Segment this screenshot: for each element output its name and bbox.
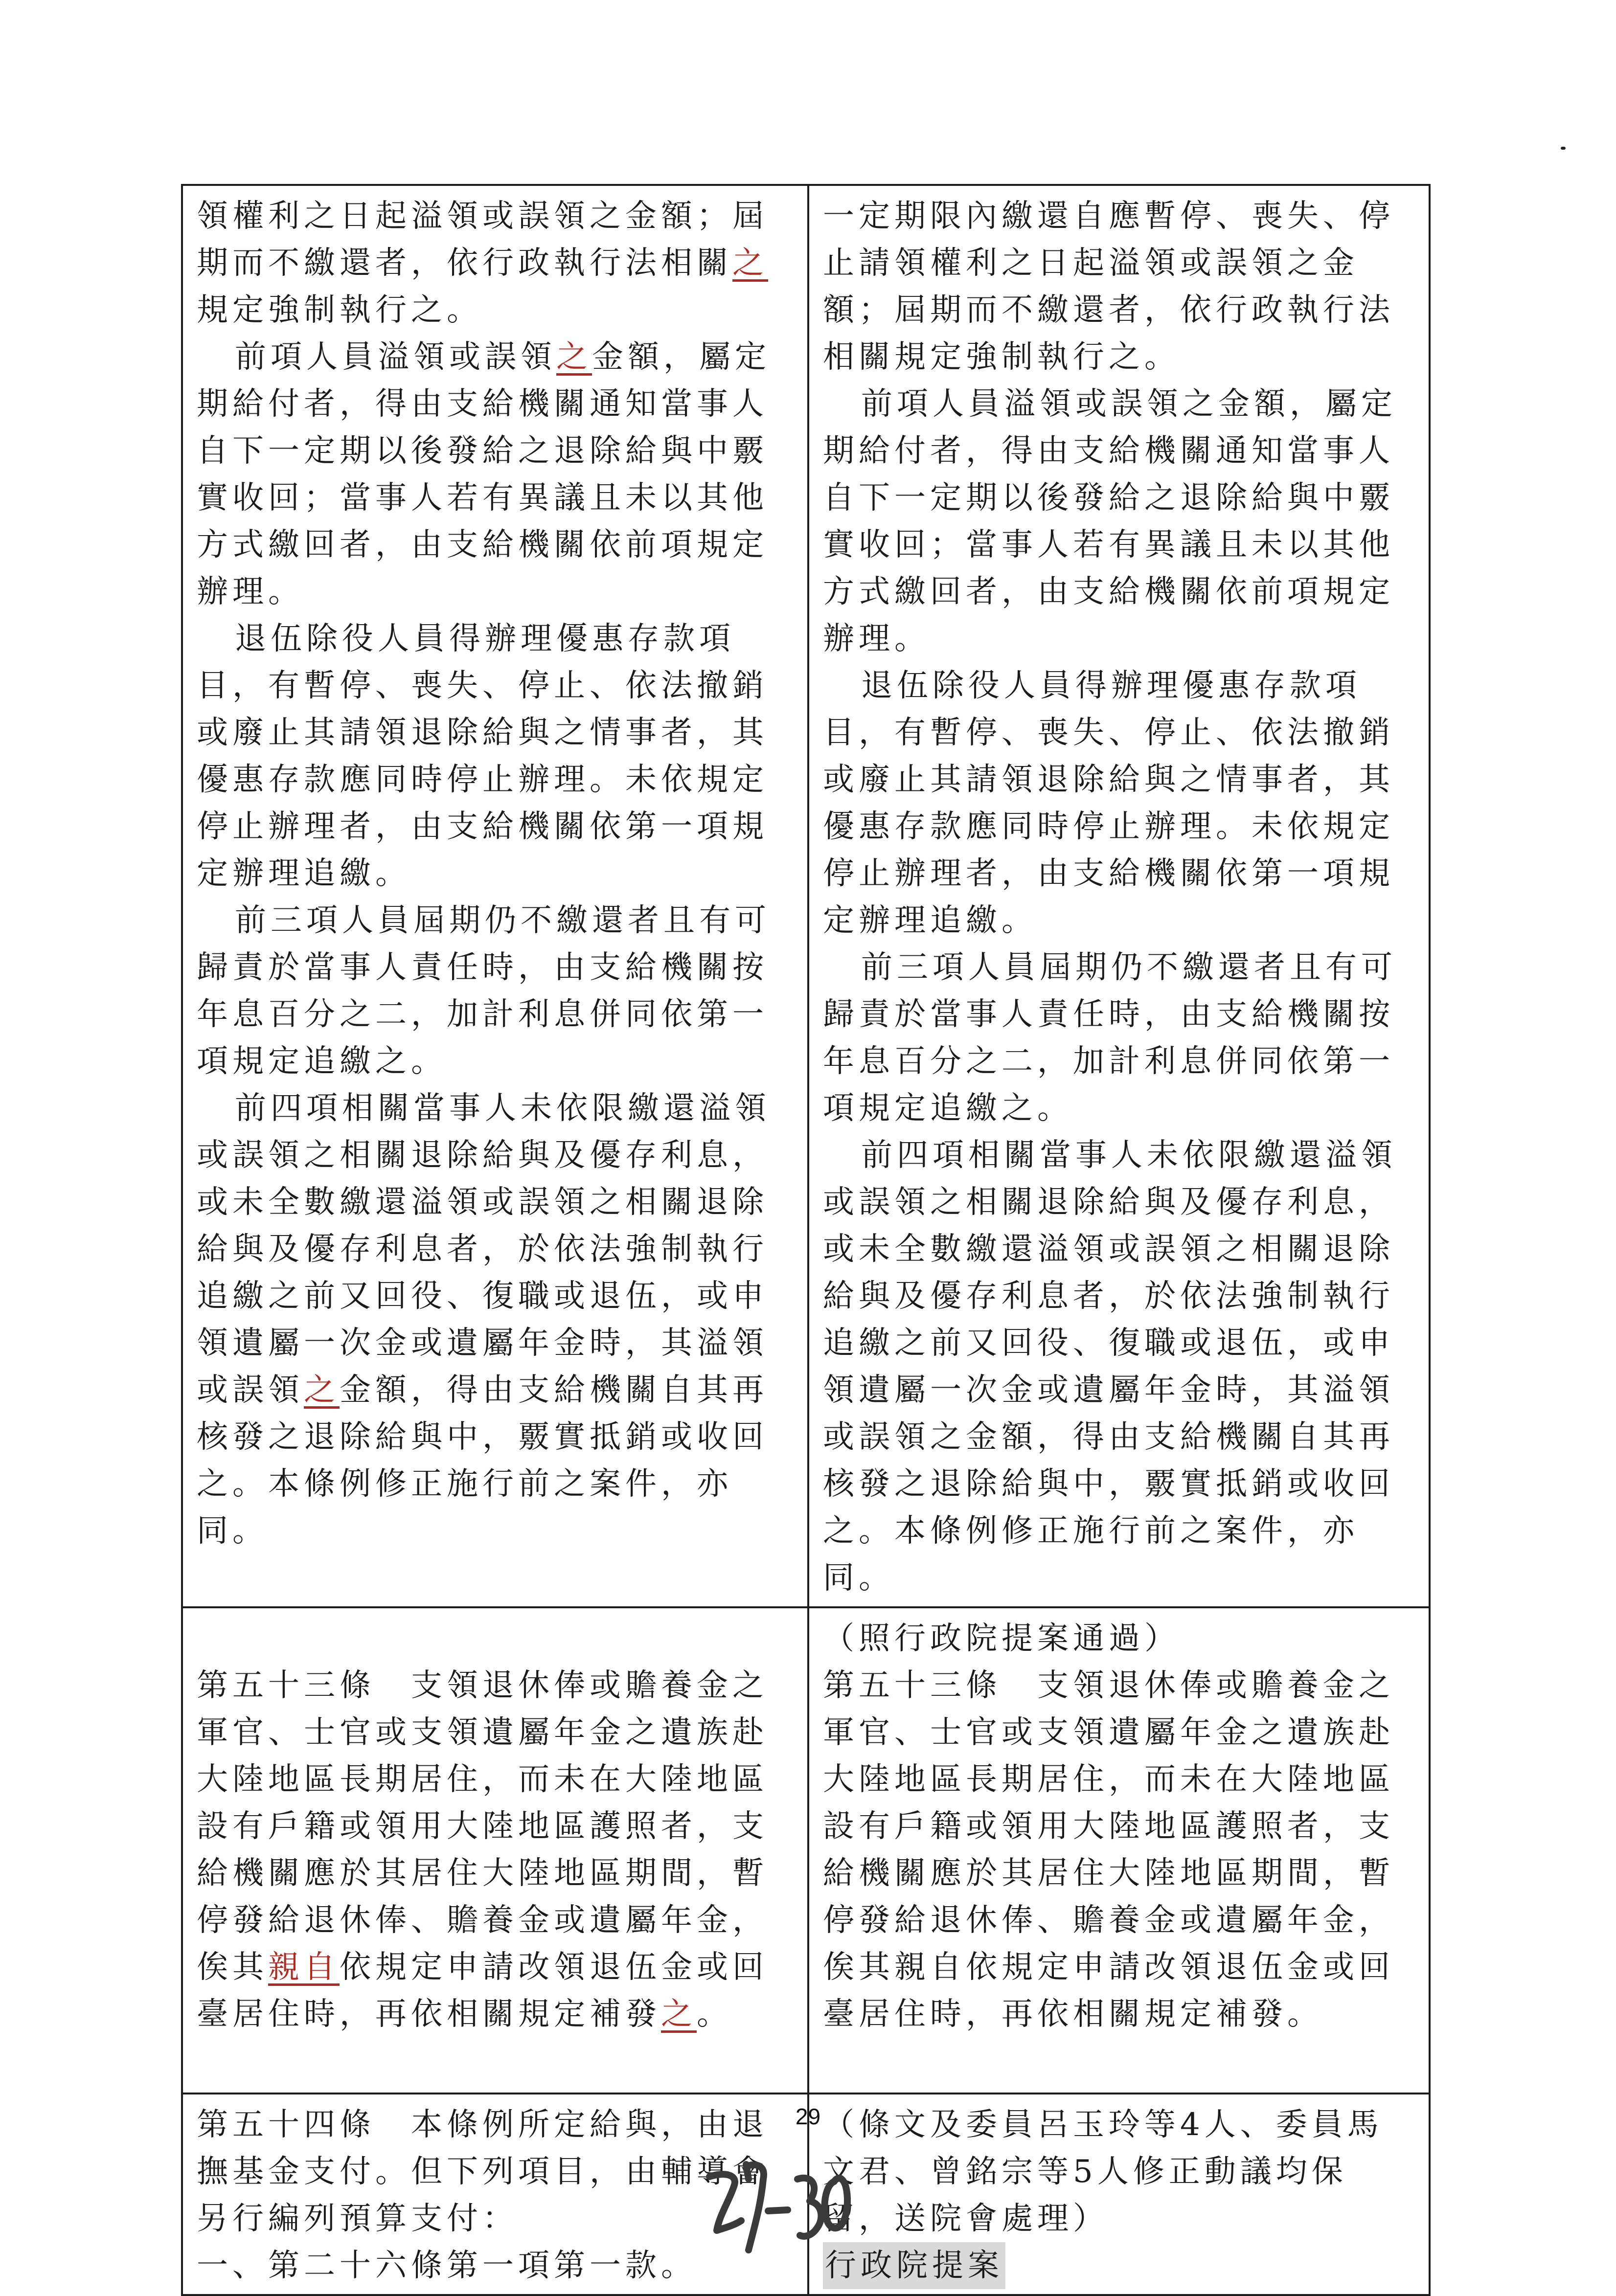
- text-segment: 第五十三條 支領退休俸或贍養金之軍官、士官或支領遺屬年金之遺族赴大陸地區長期居住，而未在大陸地區設有戶籍或領用大陸地區護照者，支給機關應於其居住大陸地區期間，暫停發給退休俸、贍養金或遺屬年金，俟其: [197, 1667, 768, 1985]
- inserted-text: 親自: [268, 1949, 340, 1985]
- text-segment: 退伍除役人員得辦理優惠存款項目，有暫停、喪失、停止、依法撤銷或廢止其請領退除給與之情事者，其優惠存款應同時停止辦理。未依規定停止辦理者，由支給機關依第一項規定辦理追繳。: [823, 668, 1394, 939]
- text-segment: 金額，得由支給機關自其再核發之退除給與中，覈實抵銷或收回之。本條例修正施行前之案件，亦同。: [197, 1372, 768, 1549]
- text-segment: 前三項人員屆期仍不繳還者且有可歸責於當事人責任時，由支給機關按年息百分之二，加計利息併同依第一項規定追繳之。: [823, 949, 1397, 1126]
- text-segment: 前四項相關當事人未依限繳還溢領或誤領之相關退除給與及優存利息，或未全數繳還溢領或誤領之相關退除給與及優存利息者，於依法強制執行追繳之前又回役、復職或退伍，或申領遺屬一次金或遺屬年金時，其溢領或誤領之金額，得由支給機關自其再核發之退除給與中，覈實抵銷或收回之。本條例修正施行前之案件，亦同。: [823, 1137, 1397, 1596]
- table-row-article-53: [182, 1607, 1430, 2093]
- text-segment: （條文及委員呂玉玲等4人、委員馬文君、曾銘宗等5人修正動議均保留，送院會處理）: [823, 2107, 1383, 2237]
- text-segment: 退伍除役人員得辦理優惠存款項目，有暫停、喪失、停止、依法撤銷或廢止其請領退除給與之情事者，其優惠存款應同時停止辦理。未依規定停止辦理者，由支給機關依第一項規定辦理追繳。: [197, 621, 768, 892]
- inserted-text: 之: [304, 1372, 340, 1408]
- text-segment: 前項人員溢領或誤領之金額，屬定期給付者，得由支給機關通知當事人自下一定期以後發給之退除給與中覈實收回；當事人若有異議且未以其他方式繳回者，由支給機關依前項規定辦理。: [823, 386, 1397, 657]
- text-segment: 金額，屬定期給付者，得由支給機關通知當事人自下一定期以後發給之退除給與中覈實收回；當事人若有異議且未以其他方式繳回者，由支給機關依前項規定辦理。: [197, 339, 771, 610]
- paragraph: [197, 2242, 794, 2289]
- handwritten-stroke: [824, 2178, 847, 2228]
- paragraph: [823, 381, 1415, 662]
- text-segment: 依規定申請改領退伍金或回臺居住時，再依相關規定補發: [197, 1949, 768, 2032]
- inserted-text: 之: [732, 245, 768, 281]
- table-row-article-52-continued: [182, 185, 1430, 1607]
- text-segment: （照行政院提案通過）: [823, 1621, 1180, 1657]
- text-segment: 。: [697, 1996, 732, 2032]
- inserted-text: 之: [556, 339, 592, 375]
- text-segment: 一、第二十六條第一項第一款。: [197, 2248, 697, 2284]
- text-segment: 前三項人員屆期仍不繳還者且有可歸責於當事人責任時，由支給機關按年息百分之二，加計利息併同依第一項規定追繳之。: [197, 902, 771, 1080]
- text-segment: 領權利之日起溢領或誤領之金額；屆期而不繳還者，依行政執行法相關: [197, 198, 768, 281]
- paragraph: [823, 193, 1415, 381]
- cell-left: [182, 185, 808, 1607]
- paragraph: [197, 1085, 794, 1554]
- paragraph: [197, 897, 794, 1085]
- page-number: 29: [795, 2104, 821, 2129]
- handwritten-page-range: [705, 2157, 949, 2265]
- paragraph: [823, 1132, 1415, 1601]
- cell-right: [808, 1607, 1430, 2093]
- paragraph: [197, 615, 794, 897]
- cell-left: [182, 1607, 808, 2093]
- text-segment: 規定強制執行之。: [197, 292, 482, 328]
- cell-right: [808, 185, 1430, 1607]
- paragraph: [823, 944, 1415, 1132]
- paragraph: [823, 1662, 1415, 2038]
- text-segment: 第五十四條 本條例所定給與，由退撫基金支付。但下列項目，由輔導會另行編列預算支付：: [197, 2107, 768, 2237]
- text-segment: 一定期限內繳還自應暫停、喪失、停止請領權利之日起溢領或誤領之金額；屆期而不繳還者，依行政執行法相關規定強制執行之。: [823, 198, 1394, 375]
- paragraph: [823, 1615, 1415, 1662]
- handwritten-stroke: [709, 2174, 741, 2230]
- paragraph: [197, 334, 794, 615]
- text-segment: 前四項相關當事人未依限繳還溢領或誤領之相關退除給與及優存利息，或未全數繳還溢領或誤領之相關退除給與及優存利息者，於依法強制執行追繳之前又回役、復職或退伍，或申領遺屬一次金或遺屬年金時，其溢領或誤領: [197, 1090, 771, 1408]
- handwritten-stroke: [746, 2164, 764, 2250]
- inserted-text: 之: [661, 1996, 697, 2032]
- text-segment: 行政院提案: [825, 2248, 1003, 2284]
- paragraph: [197, 193, 794, 334]
- paragraph: [197, 1662, 794, 2038]
- handwritten-stroke: [768, 2210, 788, 2211]
- handwritten-stroke: [797, 2178, 821, 2236]
- paragraph: [823, 662, 1415, 944]
- comparison-table: [181, 184, 1431, 2296]
- text-segment: 前項人員溢領或誤領: [235, 339, 556, 375]
- scan-speck: [1561, 147, 1566, 150]
- text-segment: 第五十三條 支領退休俸或贍養金之軍官、士官或支領遺屬年金之遺族赴大陸地區長期居住，而未在大陸地區設有戶籍或領用大陸地區護照者，支給機關應於其居住大陸地區期間，暫停發給退休俸、贍養金或遺屬年金，俟其親自依規定申請改領退伍金或回臺居住時，再依相關規定補發。: [823, 1667, 1394, 2032]
